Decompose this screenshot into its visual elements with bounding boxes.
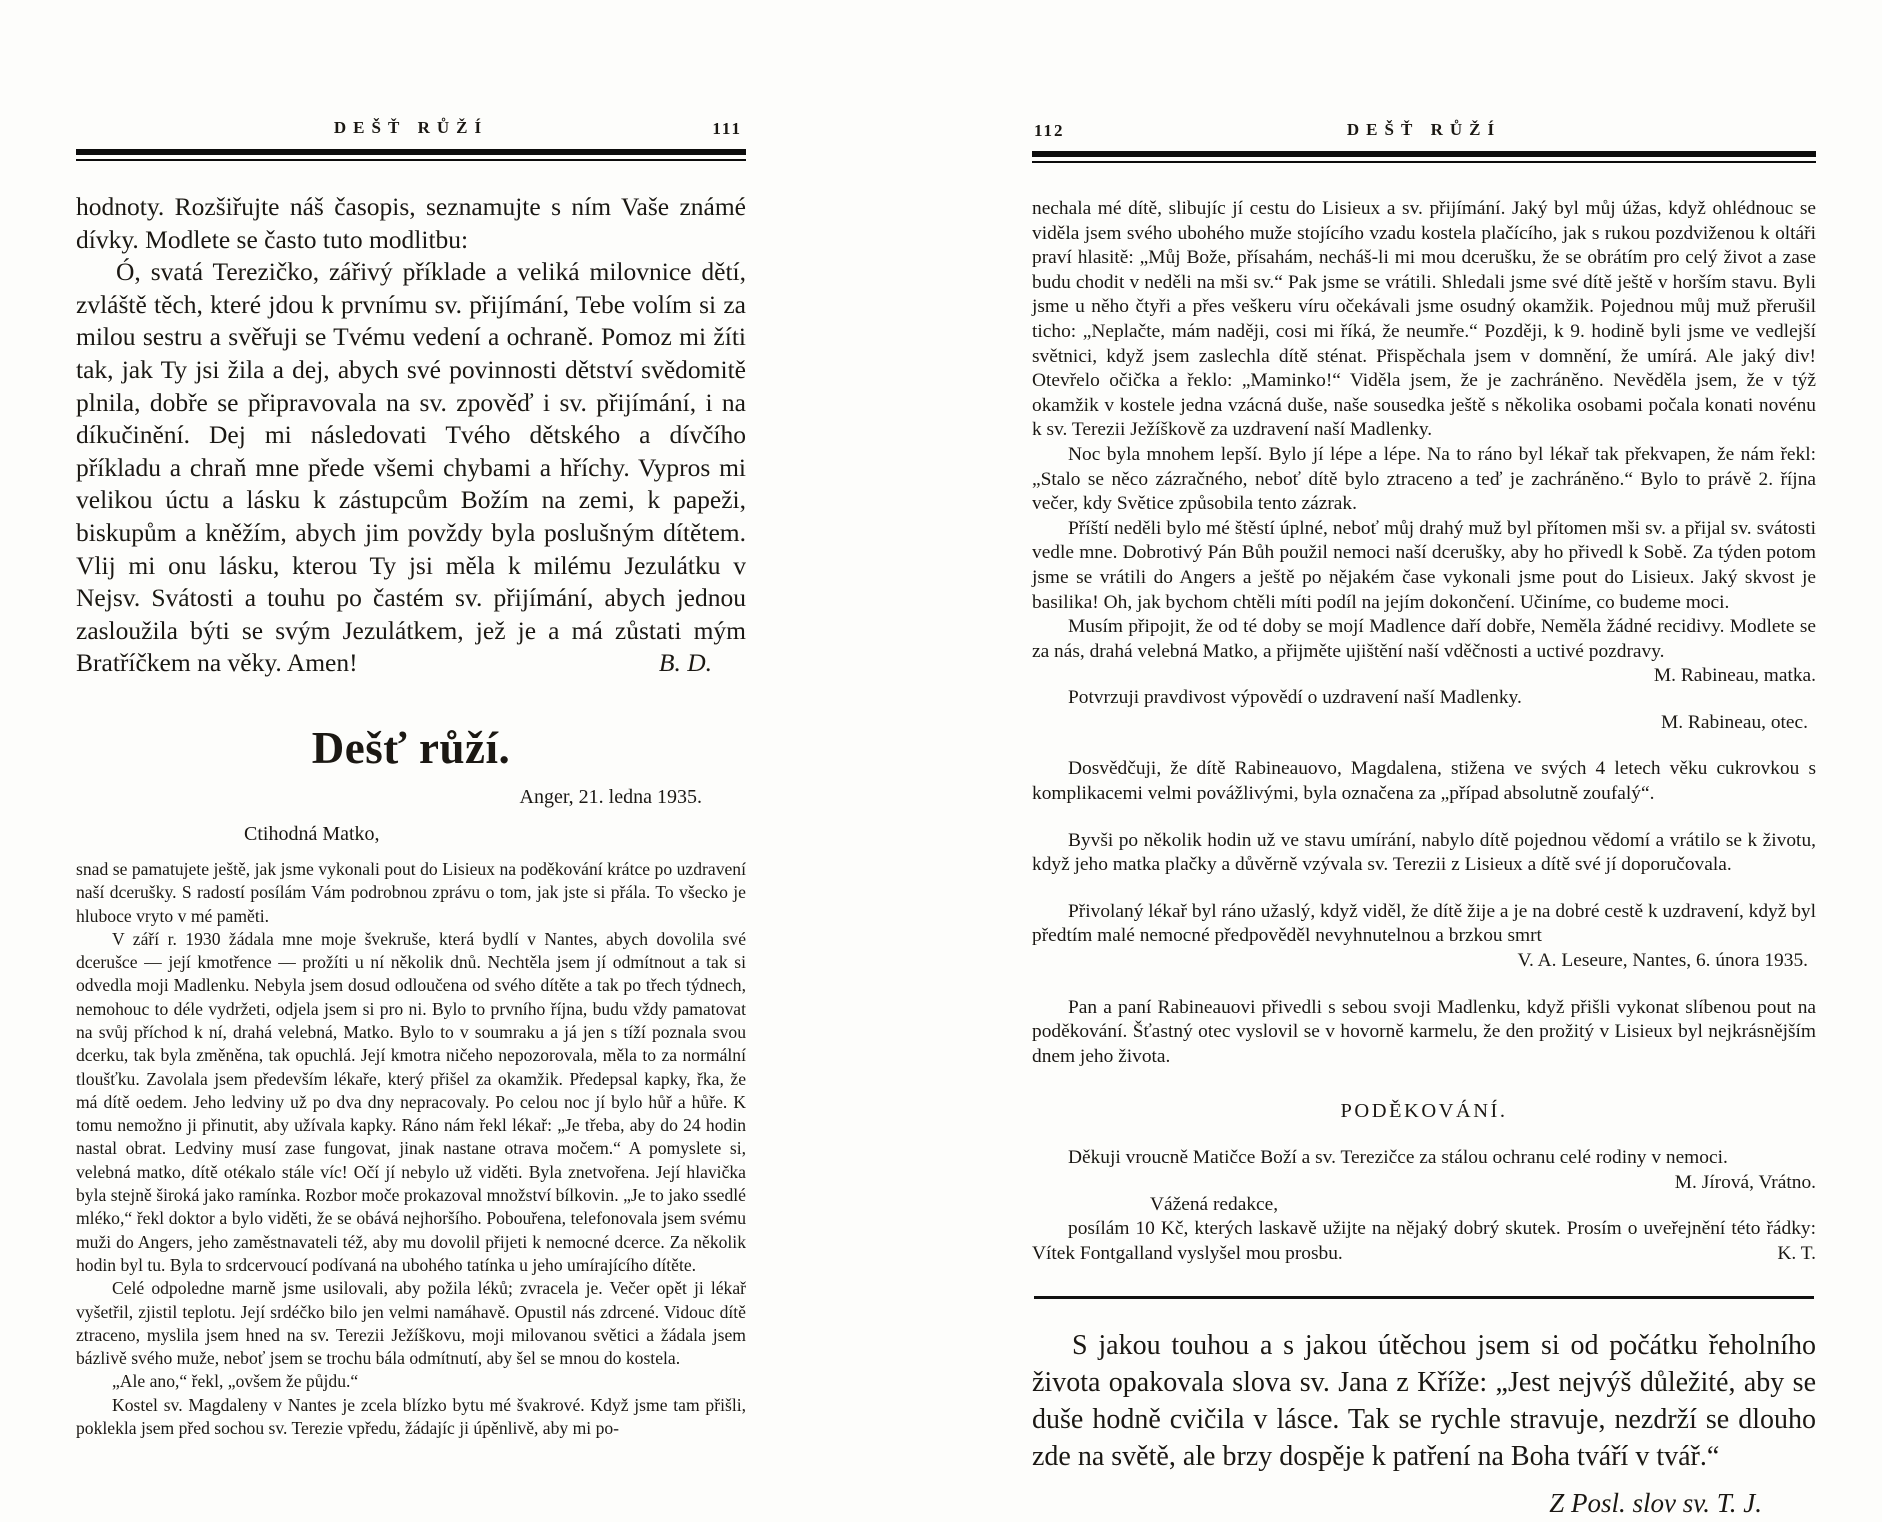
letter-paragraph: Pan a paní Rabineauovi přivedli s sebou svoji Madlenku, když přišli vykonat slíbenou pout na poděkování. Šťastný otec vyslovil se v hovorně karmelu, že den prožitý v Lisieux byl nejkrásnějším dnem jeho života. (1032, 996, 1816, 1067)
signature: K. T. (1777, 1242, 1816, 1264)
signature-line: V. A. Leseure, Nantes, 6. února 1935. (1517, 950, 1808, 972)
thanks-paragraph: Děkuji vroucně Matičce Boží a sv. Terezičce za stálou ochranu celé rodiny v nemoci. M. Jírová, Vrátno. (1032, 1146, 1816, 1171)
salutation-line: Vážená redakce, (1150, 1193, 1279, 1215)
header-rule (1032, 151, 1816, 163)
section-divider-rule (1034, 1296, 1814, 1299)
dateline: Anger, 21. ledna 1935. (519, 785, 702, 808)
letter-paragraph: Celé odpoledne marně jsme usilovali, aby požila léků; zvracela je. Večer opět ji lékař vyšetřil, zjistil teplotu. Její srdéčko bilo jen velmi namáhavě. Opustil nás zdrcené. Vidouc dítě ztraceno, myslila jsem hned na sv. Terezii Ježíškovu, moji milovanou světici a žádala jsem bázlivě svého muže, neboť jsem se trochu bála odmítnutí, aby šel se mnou do kostela. (76, 1278, 746, 1369)
attestation-paragraph: Potvrzuji pravdivost výpovědí o uzdravení naší Madlenky. (1068, 687, 1522, 709)
page-left (76, 118, 746, 1440)
letter-body (76, 858, 746, 1440)
header-title: DEŠŤ RŮŽÍ (1346, 120, 1502, 139)
letter-paragraph: Příští neděli bylo mé štěstí úplné, neboť můj drahý muž byl přítomen mši sv. a přijal sv. svátosti vedle mne. Dobrotivý Pán Bůh použil nemoci naší dcerušky, aby ho přivedl k Sobě. Za týden potom jsme se vrátili do Angers a ještě po nějakém čase vykonali jsme pout do Lisieux. Jaký skvost je basilika! Oh, jak bychom chtěli míti podíl na jejím dokončení. Učiníme, co budeme moci. (1032, 517, 1816, 613)
prayer-section (76, 191, 746, 680)
letter-paragraph: nechala mé dítě, slibujíc jí cestu do Lisieux a sv. přijímání. Jaký byl můj úžas, když ohlédnouc se viděla jsem svého ubohého muže stojícího vzadu kostela plačícího, jak s rukou pozdviženou k oltáři praví hlasitě: „Můj Bože, přísahám, necháš-li mi mou dcerušku, že se obrátím pro celý život a zase budu chodit v neděli na mši sv.“ Pak jsme se vrátili. Shledali jsme své dítě ještě v horším stavu. Byli jsme u něho čtyři a přes veškeru víru očekávali jsme osudný okamžik. Pojednou můj muž přerušil ticho: „Neplačte, mám naději, cosi mi říká, že neumře.“ Později, k 9. hodině byli jsme ve vedlejší světnici, když jsem zaslechla dítě sténat. Přispěchala jsem v domnění, že umírá. Ale jaký div! Otevřelo očička a řeklo: „Maminko!“ Viděla jsem, že je zachráněno. Nevěděla jsem, že v týž okamžik v kostele jedna vzácná duše, naše sousedka ještě s několika osobami počala konati novénu k sv. Terezii Ježíškově za uzdravení naší Madlenky. (1032, 198, 1816, 441)
closing-quote: S jakou touhou a s jakou útěchou jsem si od počátku řeholního života opakovala slova sv. Jana z Kříže: „Jest nejvýš důležité, aby se duše hodně cvičila v lásce. Tak se rychle stravuje, nezdrží se dlouho zde na světě, ale brzy dospěje k patření na Boha tváří v tvář.“ (1032, 1330, 1816, 1473)
letter-paragraph: snad se pamatujete ještě, jak jsme vykonali pout do Lisieux na poděkování krátce po uzdravení naší dcerušky. S radostí posílám Vám podrobnou zprávu o tom, jak jste si přála. To všecko je hluboce vryto v mé paměti. (76, 858, 746, 926)
section-title: Dešť růží. (311, 722, 511, 773)
page-right (1032, 120, 1816, 1522)
letter-paragraph: Kostel sv. Magdaleny v Nantes je zcela blízko bytu mé švakrové. Když jsme tam přišli, poklekla jsem před sochou sv. Terezie vpředu, žádajíc ji úpěnlivě, aby mi po- (76, 1394, 746, 1439)
letter-paragraph: Musím připojit, že od té doby se mojí Madlence daří dobře, Neměla žádné recidivy. Modlete se za nás, drahá velebná Matko, a přijměte ujištění naší vděčnosti a uctivé pozdravy. M. Rabineau, matka. (1032, 615, 1816, 664)
signature: M. Jírová, Vrátno. (1674, 1171, 1816, 1193)
letter-paragraph: posílám 10 Kč, kterých laskavě užijte na nějaký dobrý skutek. Prosím o uveřejnění této řádky: Vítek Fontgalland vyslyšel mou prosbu. K. T. (1032, 1217, 1816, 1266)
attestation-paragraph: Přivolaný lékař byl ráno užaslý, když viděl, že dítě žije a je na dobré cestě k uzdravení, když byl předtím malé nemocné předpověděl nevyhnutelnou a brzkou smrt (1032, 900, 1816, 947)
letter-paragraph: Noc byla mnohem lepší. Bylo jí lépe a lépe. Na to ráno byl lékař tak překvapen, že nám řekl: „Stalo se něco zázračného, neboť dítě bylo ztraceno a teď je zachráněno.“ Bylo to právě 2. října večer, kdy Světice způsobila tento zázrak. (1032, 443, 1816, 515)
section-subheading: PODĚKOVÁNÍ. (1340, 1100, 1508, 1123)
attestation-paragraph: Byvši po několik hodin už ve stavu umírání, nabylo dítě pojednou vědomí a vrátilo se k životu, když jeho matka plačky a důvěrně vzývala sv. Terezii z Lisieux a dítě své jí doporučovala. (1032, 829, 1816, 876)
running-header (1032, 120, 1816, 146)
letter-paragraph: „Ale ano,“ řekl, „ovšem že půjdu.“ (112, 1371, 359, 1392)
prayer-paragraph: Ó, svatá Terezičko, zářivý příklade a veliká milovnice dětí, zvláště těch, které jdou k prvnímu sv. přijímání, Tebe volím si za milou sestru a svěřuji se Tvému vedení a ochraně. Pomoz mi žíti tak, jak Ty jsi žila a dej, abych své povinnosti dětství svědomitě plnila, dobře se připravovala na sv. zpověď i sv. přijímání, i na díkučinění. Dej mi následovati Tvého dětského a dívčího příkladu a chraň mne přede všemi chybami a hříchy. Vypros mi velikou úctu a lásku k zástupcům Božím na zemi, k papeži, biskupům a kněžím, abych jim povždy byla poslušným dítětem. Vlij mi onu lásku, kterou Ty jsi měla k milému Jezulátku v Nejsv. Svátosti a touhu po častém sv. přijímání, abych jednou zasloužila býti se svým Jezulátkem, jež je a má zůstati mým Bratříčkem na věky. Amen! B. D. (76, 256, 746, 680)
continuation-paragraph: hodnoty. Rozšiřujte náš časopis, seznamujte s ním Vaše známé dívky. Modlete se často tuto modlitbu: (76, 192, 746, 254)
header-title: DEŠŤ RŮŽÍ (333, 118, 489, 137)
attestation-paragraph: Dosvědčuji, že dítě Rabineauovo, Magdalena, stižena ve svých 4 letech věku cukrovkou s komplikacemi velmi povážlivými, byla označena za „případ absolutně zoufalý“. (1032, 758, 1816, 805)
running-header (76, 118, 746, 144)
signature: B. D. (658, 648, 712, 678)
letter-paragraph: V září r. 1930 žádala mne moje švekruše, která bydlí v Nantes, abych dovolila své dcerušce — její kmotřence — prožíti u ní několik dnů. Nechtěla jsem jí odmítnout a tak si odvedla moji Madlenku. Nebyla jsem dosud odloučena od svého dítěte a tak po třech týdnech, nemohouc to déle vydržeti, odjela jsem si pro ni. Bylo to prvního října, budu vždy pamatovat na svůj příchod k ní, drahá velebná, Matko. Bylo to v soumraku a já jen s tíží poznala svou dcerku, tak byla změněna, tak opuchlá. Její kmotra ničeho nepozorovala, měla to za normální tloušťku. Zavolala jsem především lékaře, který přišel za okamžik. Předepsal kapky, řka, že má dítě oedem. Jeho ledviny už po dva dny nepracovaly. Po celou noc jí bylo hůř a hůře. K tomu nemožno ji přinutit, aby užívala kapky. Ráno nám řekl lékař: „Je třeba, aby do 24 hodin nastal obrat. Ledviny musí zase fungovat, jinak nastane otrava močem.“ A pomyslete si, velebná matko, dítě otékalo stále víc! Očí jí nebylo už viděti. Byla znetvořena. Její hlavička byla stejně široká jako ramínka. Rozbor moče prokazoval množství bílkovin. „Je to jako ssedlé mléko,“ řekl doktor a bylo viděti, že se obává nejhoršího. Pobouřena, telefonovala jsem svému muži do Angers, jeho zaměstnavateli též, aby mu dovolil přijeti k nemocné dcerce. Za několik hodin byl tu. Byla to srdcervoucí podívaná na ubohého tatínka u jeho umírajícího dítěte. (76, 928, 746, 1275)
signature-line: M. Rabineau, otec. (1660, 711, 1808, 733)
signature: M. Rabineau, matka. (1653, 665, 1816, 687)
page-number: 111 (712, 119, 742, 138)
salutation: Ctihodná Matko, (244, 822, 380, 845)
letter-body-continued (1032, 197, 1816, 1266)
header-rule (76, 149, 746, 161)
closing-quote-section (1032, 1327, 1816, 1522)
quote-attribution: Z Posl. slov sv. T. J. (1549, 1488, 1762, 1519)
page-number: 112 (1034, 121, 1065, 140)
